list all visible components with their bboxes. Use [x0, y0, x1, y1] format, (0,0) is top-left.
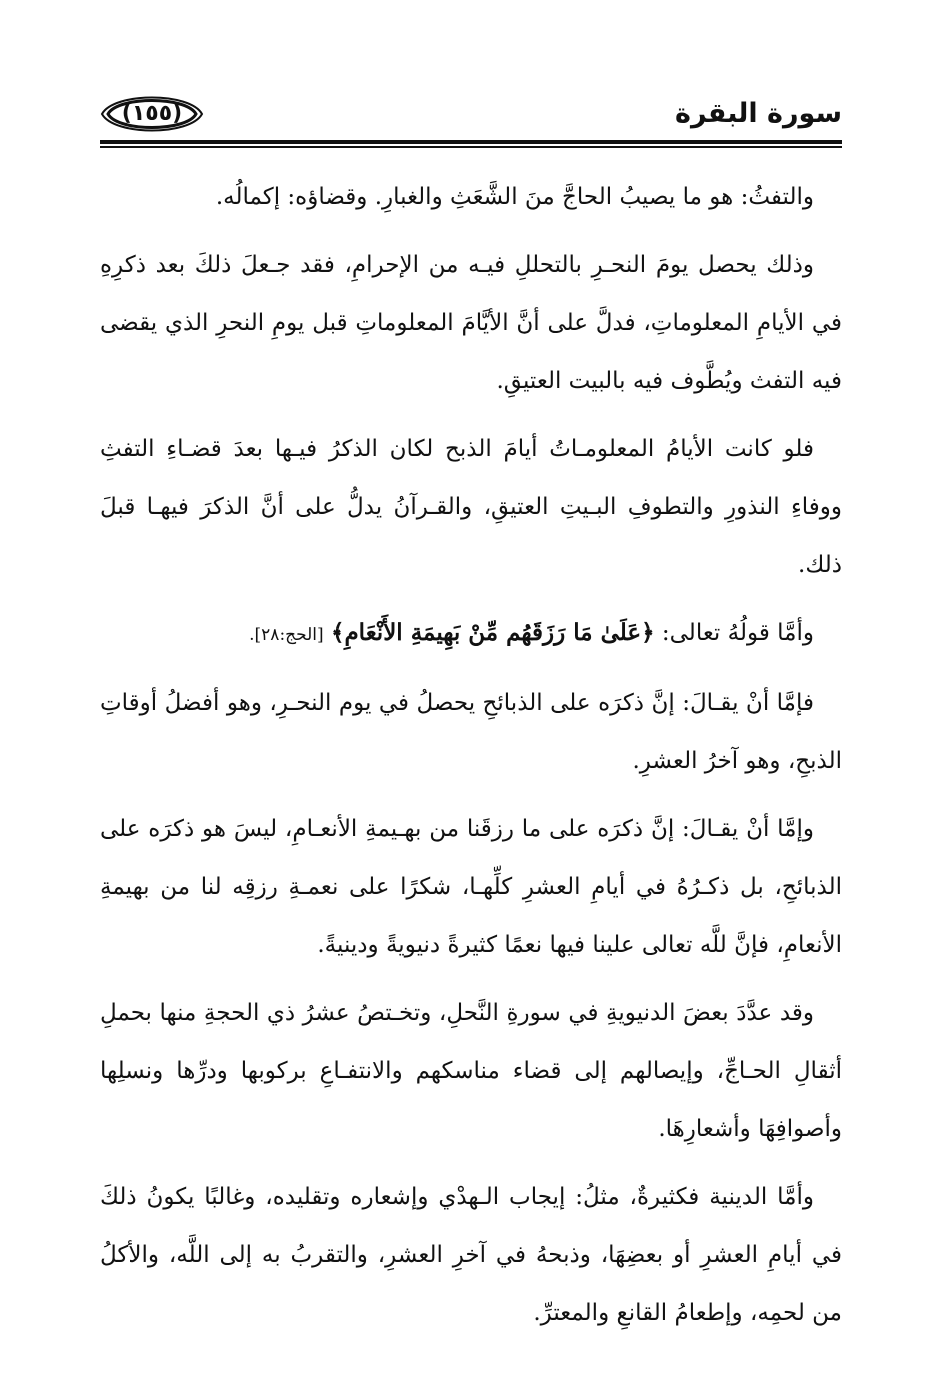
quran-ayah: ﴿عَلَىٰ مَا رَزَقَهُم مِّنْ بَهِيمَةِ الأَنْعَامِ﴾	[330, 619, 655, 646]
page-header	[100, 92, 842, 142]
paragraph-7: وأمَّا الدينية فكثيرةٌ، مثلُ: إيجاب الـهدْي وإشعاره وتقليده، وغالبًا يكونُ ذلكَ في أيامِ العشرِ أو بعضِهَا، وذبحهُ في آخرِ العشرِ، والتقربُ به إلى اللَّه، والأكلُ من لحمِه، وإطعامُ القانعِ والمعترِّ.	[100, 1184, 842, 1326]
paragraph-3: فلو كانت الأيامُ المعلومـاتُ أيامَ الذبح لكان الذكرُ فيـها بعدَ قضـاءِ التفثِ ووفاءِ النذورِ والتطوفِ البـيتِ العتيقِ، والقـرآنُ يدلُّ على أنَّ الذكرَ فيهـا قبلَ ذلك.	[100, 436, 842, 578]
paragraph-4: فإمَّا أنْ يقـالَ: إنَّ ذكرَه على الذبائحِ يحصلُ في يوم النحـرِ، وهو أفضلُ أوقاتِ الذبحِ، وهو آخرُ العشرِ.	[100, 690, 842, 774]
page-number-badge	[100, 92, 204, 136]
ayah-reference: [الحج:٢٨].	[249, 625, 324, 645]
quote-lead: وأمَّا قولُهُ تعالى:	[661, 620, 814, 646]
surah-title: سورة البقرة	[675, 98, 842, 129]
paragraph-1: والتفثُ: هو ما يصيبُ الحاجَّ منَ الشَّعَثِ والغبارِ. وقضاؤه: إكمالُه.	[215, 184, 814, 210]
paragraph-5: وإمَّا أنْ يقـالَ: إنَّ ذكرَه على ما رزقَنا من بهـيمةِ الأنعـامِ، ليسَ هو ذكرَه على الذبائحِ، بل ذكـرُهُ في أيامِ العشرِ كلِّهـا، شكرًا على نعمـةِ رزقِه لنا من بهيمةِ الأنعامِ، فإنَّ للَّه تعالى علينا فيها نعمًا كثيرةً دنيويةً ودينيةً.	[100, 816, 842, 958]
header-divider	[100, 140, 842, 149]
page-body	[100, 168, 842, 1342]
page-number: (١٥٥)	[121, 101, 183, 126]
paragraph-2: وذلك يحصل يومَ النحـرِ بالتحللِ فيـه من الإحرامِ، فقد جـعلَ ذلكَ بعد ذكرِهِ في الأيامِ المعلوماتِ، فدلَّ على أنَّ الأيَّامَ المعلوماتِ قبل يومِ النحرِ الذي يقضى فيه التفث ويُطَّوف فيه بالبيت العتيقِ.	[100, 252, 842, 394]
paragraph-6: وقد عدَّدَ بعضَ الدنيويةِ في سورةِ النَّحلِ، وتخـتصُ عشرُ ذي الحجةِ منها بحملِ أثقالِ الحـاجِّ، وإيصالهم إلى قضاء مناسكهم والانتفـاعِ بركوبها ودرِّها ونسلِها وأصوافِهَا وأشعارِهَا.	[100, 1000, 842, 1142]
quote-paragraph	[100, 604, 842, 664]
